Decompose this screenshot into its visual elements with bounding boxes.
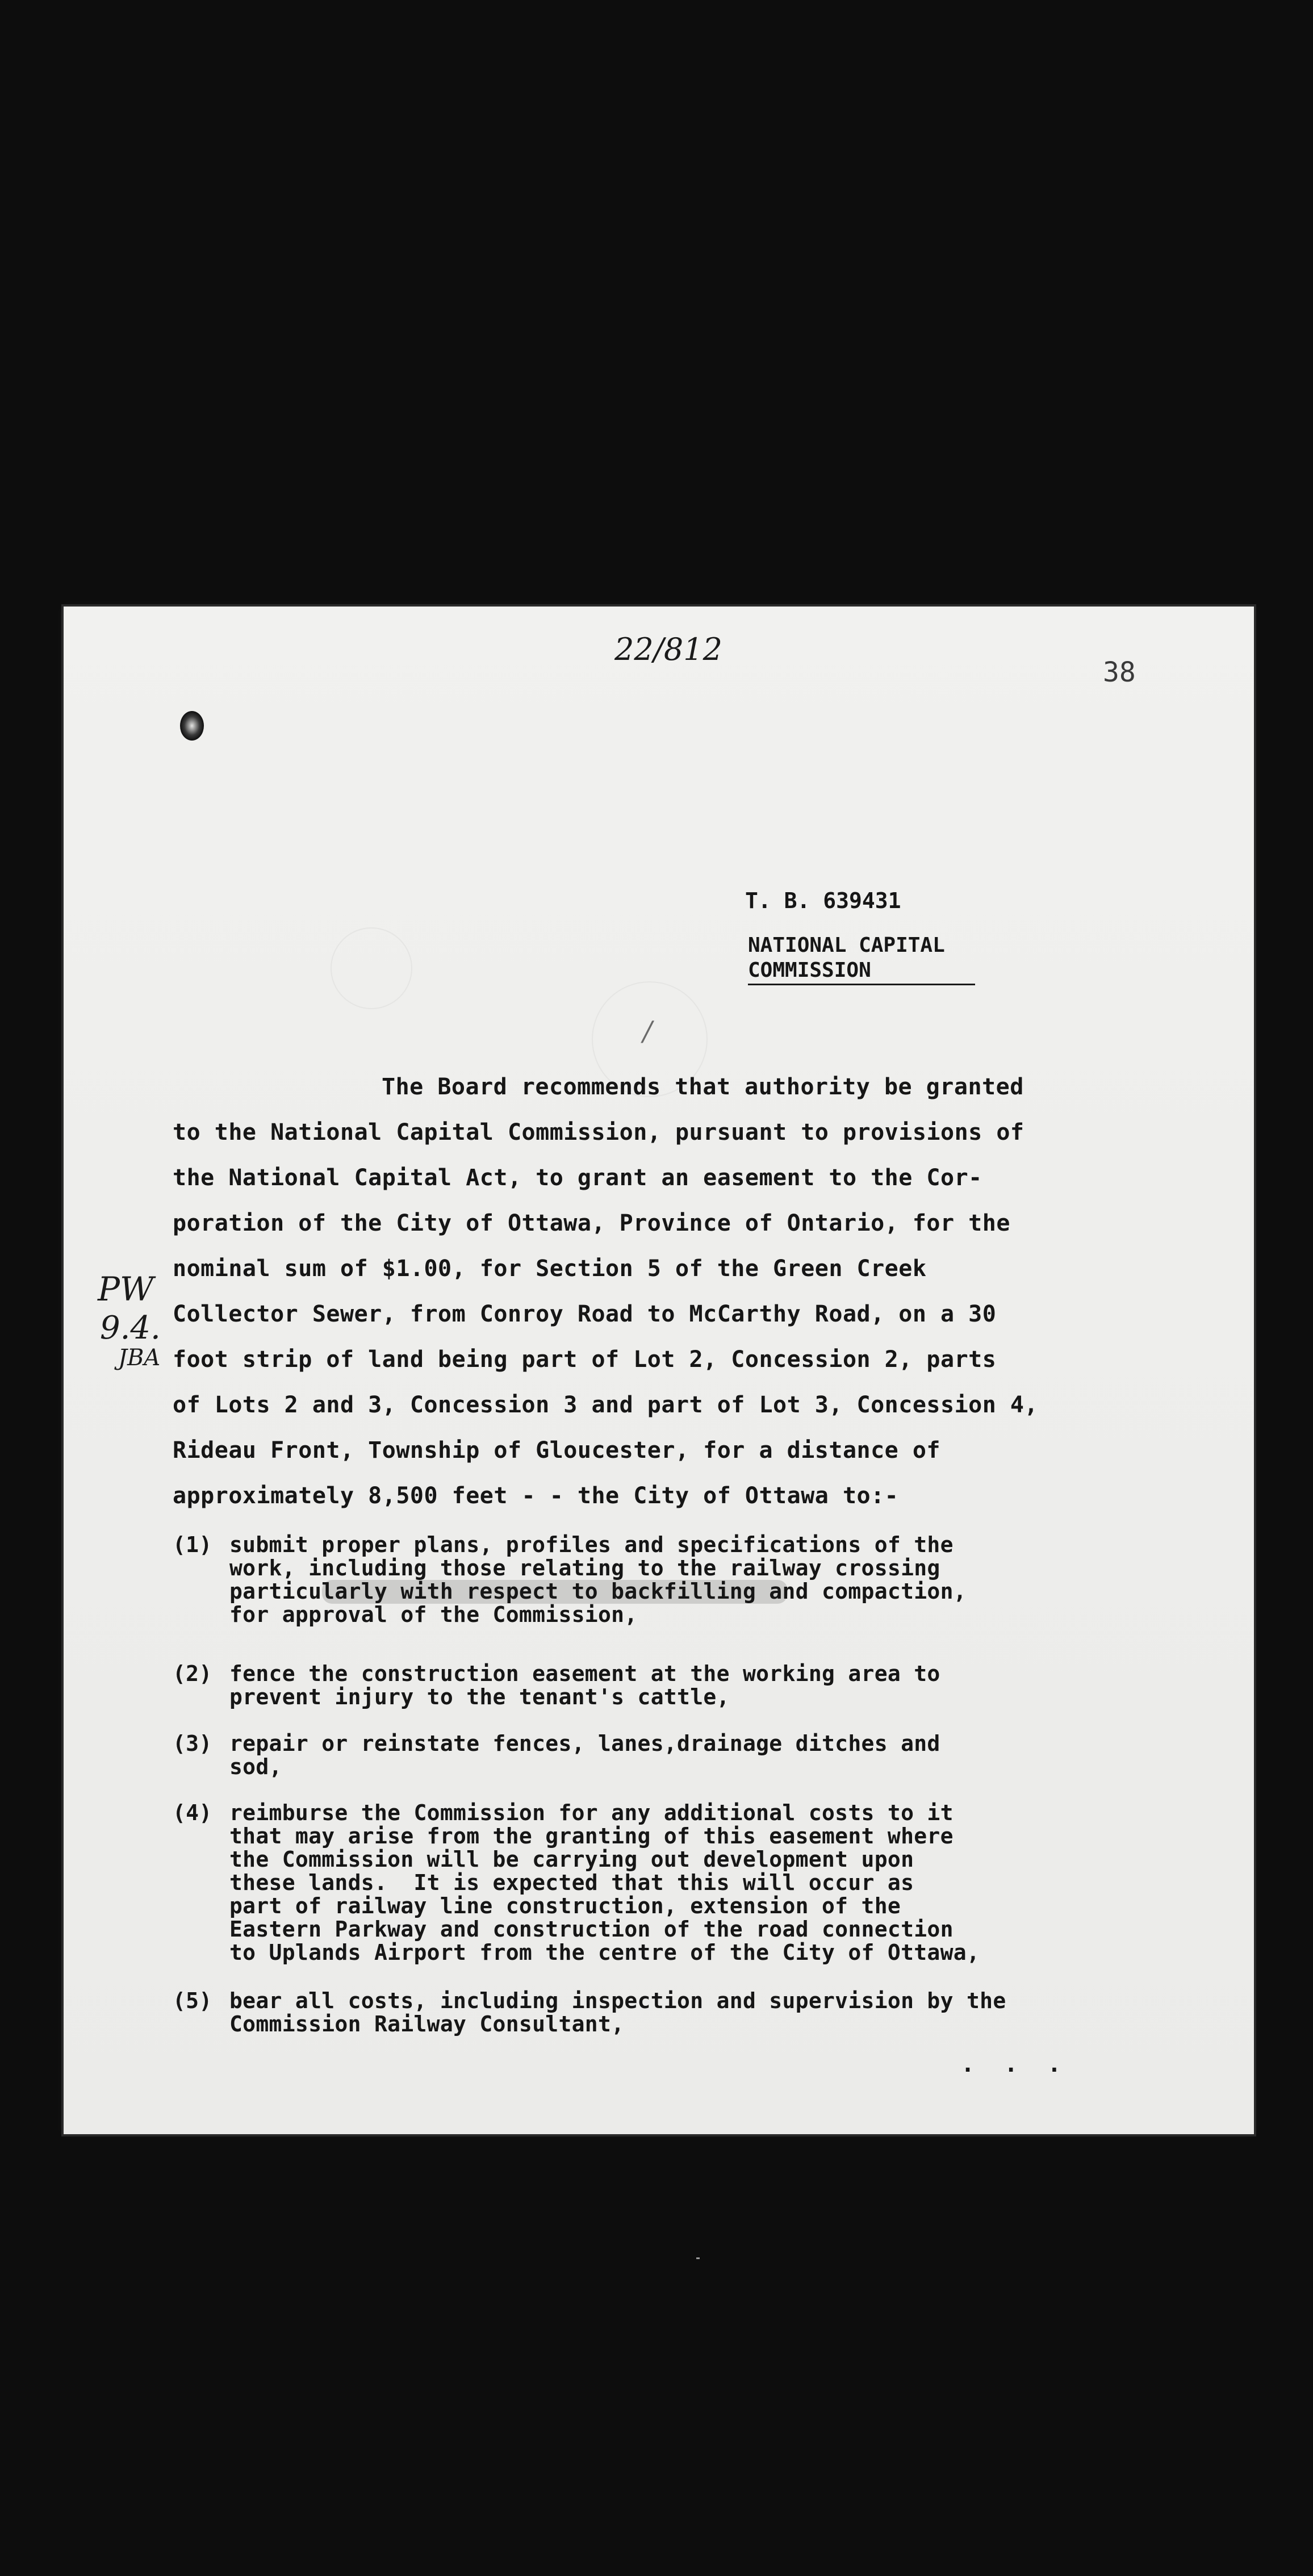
body-line: to the National Capital Commission, pursuant to provisions of [173,1119,1025,1145]
condition-line: reimburse the Commission for any additional costs to it [229,1800,954,1825]
condition-line: the Commission will be carrying out development upon [229,1847,914,1872]
body-line: Rideau Front, Township of Gloucester, for a distance of [173,1437,941,1463]
page-number: 38 [1103,656,1136,688]
condition-line: part of railway line construction, extension of the [229,1893,901,1918]
punch-hole-icon [180,711,204,741]
margin-initials-line2: 9.4. [100,1310,161,1346]
department-line1: NATIONAL CAPITAL [748,934,945,957]
condition-number: (3) [173,1731,212,1756]
condition-number: (4) [173,1800,212,1825]
body-line: the National Capital Act, to grant an easement to the Cor- [173,1165,982,1191]
condition-line: submit proper plans, profiles and specifications of the [229,1532,954,1557]
condition-number: (5) [173,1988,212,2013]
department-line2: COMMISSION [748,959,871,982]
condition-line: Commission Railway Consultant, [229,2012,625,2036]
continuation-marker: . . . [961,2051,1069,2077]
condition-line: Eastern Parkway and construction of the road connection [229,1917,954,1942]
pencil-mark: / [643,1015,653,1047]
condition-line: sod, [229,1754,282,1779]
tb-number: T. B. 639431 [745,888,901,913]
condition-line: that may arise from the granting of this easement where [229,1824,954,1849]
document-page [64,607,1254,2134]
body-line: approximately 8,500 feet - - the City of Ottawa to:- [173,1483,899,1509]
condition-line: prevent injury to the tenant's cattle, [229,1684,730,1709]
condition-line: to Uplands Airport from the centre of the City of Ottawa, [229,1940,980,1965]
watermark [331,927,412,1009]
margin-initials-line1: PW [98,1270,154,1308]
condition-line: these lands. It is expected that this will occur as [229,1870,914,1895]
condition-number: (1) [173,1532,212,1557]
header-underline [748,984,975,985]
condition-line: bear all costs, including inspection and supervision by the [229,1988,1006,2013]
body-line: nominal sum of $1.00, for Section 5 of the Green Creek [173,1256,927,1282]
condition-line: for approval of the Commission, [229,1602,638,1627]
scan-artifact [696,2257,700,2259]
body-line: Collector Sewer, from Conroy Road to McCarthy Road, on a 30 [173,1301,997,1327]
condition-number: (2) [173,1661,212,1686]
body-line: foot strip of land being part of Lot 2, Concession 2, parts [173,1346,997,1373]
condition-line: repair or reinstate fences, lanes,drainage ditches and [229,1731,940,1756]
body-line: The Board recommends that authority be granted [382,1074,1024,1100]
handwritten-file-ref: 22/812 [614,632,722,667]
condition-line: fence the construction easement at the working area to [229,1661,940,1686]
body-line: of Lots 2 and 3, Concession 3 and part of Lot 3, Concession 4, [173,1392,1039,1418]
condition-line: particularly with respect to backfilling and compaction, [229,1579,967,1604]
margin-initials-line3: JBA [118,1345,161,1371]
condition-line: work, including those relating to the railway crossing [229,1555,940,1580]
body-line: poration of the City of Ottawa, Province of Ontario, for the [173,1210,1010,1236]
